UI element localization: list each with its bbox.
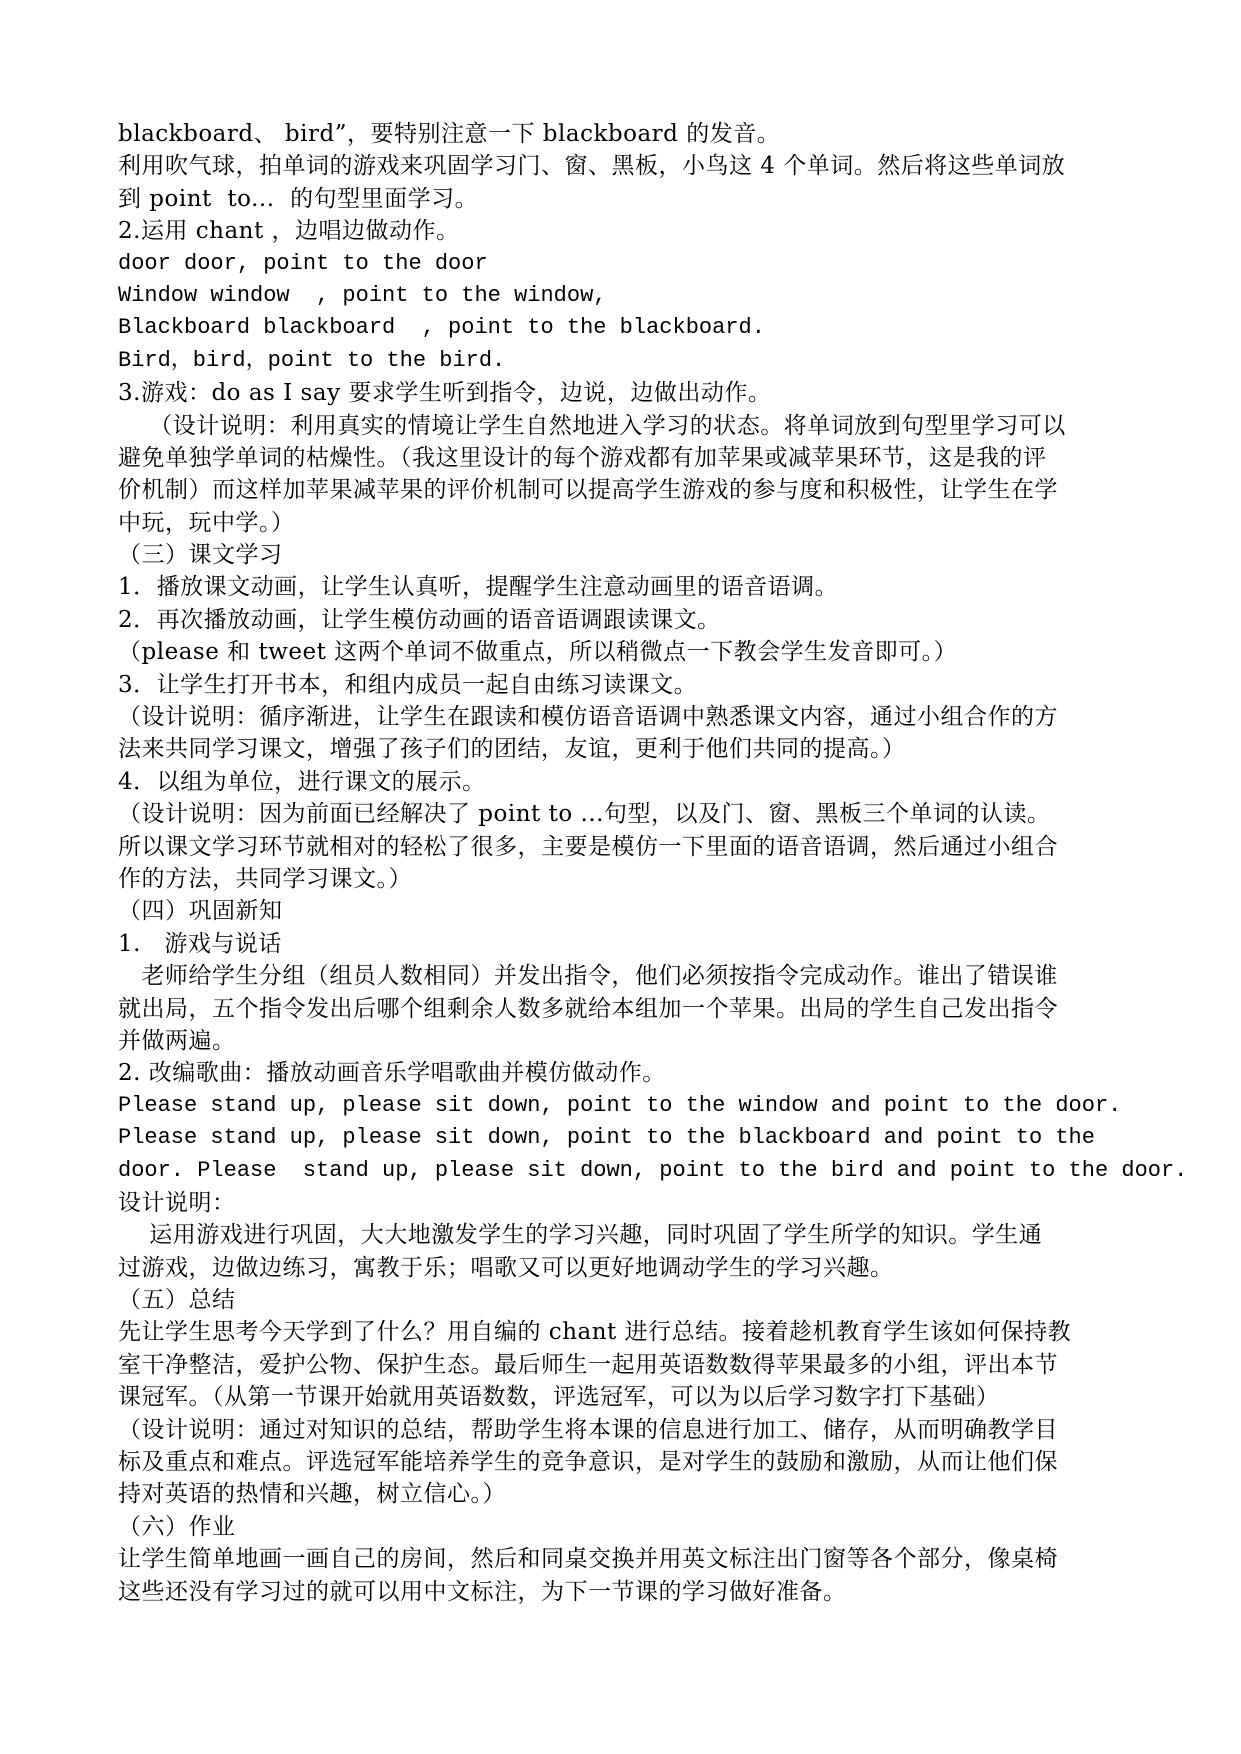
text-line: 1．播放课文动画，让学生认真听，提醒学生注意动画里的语音语调。: [118, 574, 839, 601]
text-line: （设计说明：通过对知识的总结，帮助学生将本课的信息进行加工、储存，从而明确教学目: [118, 1416, 1058, 1443]
text-line: 4．以组为单位，进行课文的展示。: [118, 768, 486, 795]
text-line: 并做两遍。: [118, 1027, 236, 1054]
text-line: 中玩，玩中学。）: [118, 509, 295, 536]
text-line: 运用游戏进行巩固，大大地激发学生的学习兴趣，同时巩固了学生所学的知识。学生通: [118, 1222, 1043, 1249]
text-line: 先让学生思考今天学到了什么？用自编的 chant 进行总结。接着趁机教育学生该如何保持教: [118, 1319, 1072, 1346]
text-line: Please stand up, please sit down, point to the blackboard and point to the: [118, 1125, 1095, 1151]
text-line: 就出局，五个指令发出后哪个组剩余人数多就给本组加一个苹果。出局的学生自己发出指令: [118, 995, 1058, 1022]
text-line: （please 和 tweet 这两个单词不做重点，所以稍微点一下教会学生发音即可。）: [118, 639, 958, 666]
text-line: 2.运用 chant ，边唱边做动作。: [118, 218, 460, 245]
text-line: （四）巩固新知: [118, 898, 283, 925]
text-line: 法来共同学习课文，增强了孩子们的团结，友谊，更利于他们共同的提高。）: [118, 736, 906, 763]
text-line: 2. 改编歌曲：播放动画音乐学唱歌曲并模仿做动作。: [118, 1060, 666, 1087]
text-line: door. Please stand up, please sit down, point to the bird and point to the door.: [118, 1157, 1188, 1183]
text-line: Please stand up, please sit down, point to the window and point to the door.: [118, 1092, 1122, 1118]
text-line: 1. 游戏与说话: [118, 930, 282, 957]
text-line: 标及重点和难点。评选冠军能培养学生的竞争意识，是对学生的鼓励和激励，从而让他们保: [118, 1449, 1058, 1476]
document-page: [118, 118, 1188, 1608]
text-line: （设计说明：循序渐进，让学生在跟读和模仿语音语调中熟悉课文内容，通过小组合作的方: [118, 704, 1058, 731]
text-line: （设计说明：因为前面已经解决了 point to ...句型，以及门、窗、黑板三个单词的认读。: [118, 801, 1051, 828]
text-line: 让学生简单地画一画自己的房间，然后和同桌交换并用英文标注出门窗等各个部分，像桌椅: [118, 1546, 1058, 1573]
text-line: （六）作业: [118, 1513, 236, 1540]
text-line: Bird，bird，point to the bird.: [118, 347, 506, 373]
text-line: （三）课文学习: [118, 542, 283, 569]
text-line: Window window , point to the window,: [118, 282, 607, 308]
text-line: （设计说明：利用真实的情境让学生自然地进入学习的状态。将单词放到句型里学习可以: [118, 412, 1066, 439]
text-line: 2．再次播放动画，让学生模仿动画的语音语调跟读课文。: [118, 606, 721, 633]
text-line: 到 point to... 的句型里面学习。: [118, 185, 479, 212]
text-line: 3.游戏：do as I say 要求学生听到指令，边说，边做出动作。: [118, 380, 772, 407]
text-line: 避免单独学单词的枯燥性。（我这里设计的每个游戏都有加苹果或减苹果环节，这是我的评: [118, 444, 1047, 471]
text-line: 3．让学生打开书本，和组内成员一起自由练习读课文。: [118, 671, 698, 698]
text-line: 持对英语的热情和兴趣，树立信心。）: [118, 1481, 506, 1508]
text-line: （五）总结: [118, 1287, 236, 1314]
text-line: 老师给学生分组（组员人数相同）并发出指令，他们必须按指令完成动作。谁出了错误谁: [118, 963, 1058, 990]
text-line: Blackboard blackboard , point to the blackboard.: [118, 315, 765, 341]
text-line: 课冠军。（从第一节课开始就用英语数数，评选冠军，可以为以后学习数字打下基础）: [118, 1384, 1000, 1411]
text-line: 作的方法，共同学习课文。）: [118, 865, 412, 892]
text-line: 设计说明：: [118, 1189, 236, 1216]
text-line: 所以课文学习环节就相对的轻松了很多，主要是模仿一下里面的语音语调，然后通过小组合: [118, 833, 1058, 860]
text-line: 室干净整洁，爱护公物、保护生态。最后师生一起用英语数数得苹果最多的小组，评出本节: [118, 1351, 1058, 1378]
text-line: 这些还没有学习过的就可以用中文标注，为下一节课的学习做好准备。: [118, 1578, 847, 1605]
text-line: 利用吹气球，拍单词的游戏来巩固学习门、窗、黑板，小鸟这 4 个单词。然后将这些单词放: [118, 153, 1066, 180]
text-line: 价机制）而这样加苹果减苹果的评价机制可以提高学生游戏的参与度和积极性，让学生在学: [118, 477, 1058, 504]
text-line: 过游戏，边做边练习，寓教于乐；唱歌又可以更好地调动学生的学习兴趣。: [118, 1254, 894, 1281]
text-line: blackboard、 bird”，要特别注意一下 blackboard 的发音。: [118, 121, 781, 147]
text-line: door door, point to the door: [118, 250, 488, 276]
